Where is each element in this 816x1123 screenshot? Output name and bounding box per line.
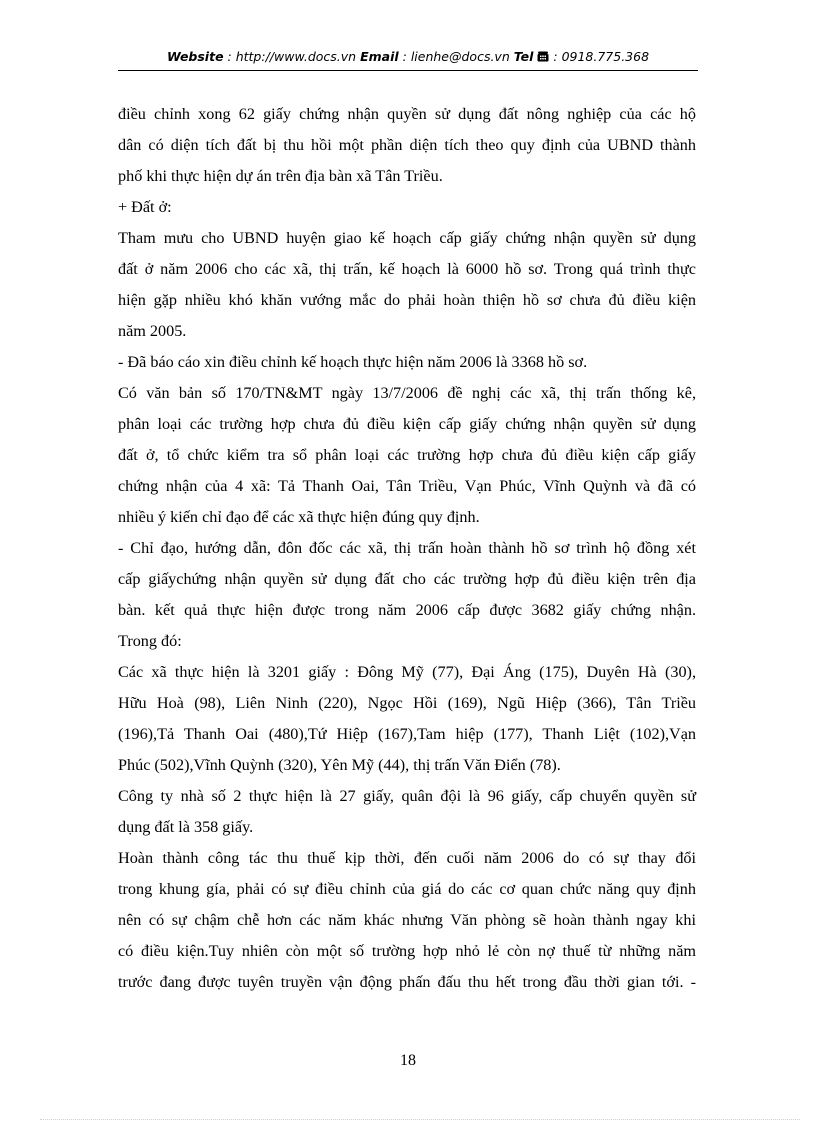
body-line: đất ở, tổ chức kiểm tra sổ phân loại các trường hợp chưa đủ điều kiện cấp giấy (118, 446, 696, 464)
page-number: 18 (400, 1052, 416, 1069)
tel-value: : 0918.775.368 (549, 49, 650, 64)
body-line: Hữu Hoà (98), Liên Ninh (220), Ngọc Hồi (169), Ngũ Hiệp (366), Tân Triều (118, 694, 696, 712)
website-label: Website (166, 49, 224, 64)
body-line: hiện gặp nhiều khó khăn vướng mắc do phải hoàn thiện hồ sơ chưa đủ điều kiện (118, 291, 696, 309)
body-line: phân loại các trường hợp chưa đủ điều kiện cấp giấy chứng nhận quyền sử dụng (118, 415, 696, 433)
body-line: chứng nhận của 4 xã: Tả Thanh Oai, Tân Triều, Vạn Phúc, Vĩnh Quỳnh và đã có (118, 477, 696, 495)
body-line: đất ở năm 2006 cho các xã, thị trấn, kế hoạch là 6000 hồ sơ. Trong quá trình thực (118, 260, 696, 278)
email-label: Email (360, 49, 399, 64)
body-line: Tham mưu cho UBND huyện giao kế hoạch cấp giấy chứng nhận quyền sử dụng (118, 229, 696, 247)
body-line: Phúc (502),Vĩnh Quỳnh (320), Yên Mỹ (44), thị trấn Văn Điển (78). (118, 756, 561, 774)
body-line: dân có diện tích đất bị thu hồi một phần diện tích theo quy định của UBND thành (118, 136, 696, 154)
body-line: có điều kiện.Tuy nhiên còn một số trường hợp nhỏ lẻ còn nợ thuế từ những năm (118, 942, 696, 960)
body-line: phố khi thực hiện dự án trên địa bàn xã Tân Triều. (118, 167, 443, 185)
tel-label: Tel (513, 49, 534, 64)
website-value: : http://www.docs.vn (223, 49, 361, 64)
body-line: cấp giấychứng nhận quyền sử dụng đất cho các trường hợp đủ điều kiện trên địa (118, 570, 696, 588)
email-value: : lienhe@docs.vn (398, 49, 514, 64)
document-body (118, 99, 696, 998)
body-line: Có văn bản số 170/TN&MT ngày 13/7/2006 đề nghị các xã, thị trấn thống kê, (118, 384, 696, 402)
page-header (118, 49, 698, 65)
body-line: - Đã báo cáo xin điều chỉnh kế hoạch thực hiện năm 2006 là 3368 hồ sơ. (118, 353, 588, 371)
body-line: nhiều ý kiến chỉ đạo để các xã thực hiện đúng quy định. (118, 508, 480, 526)
page-bottom-divider (40, 1119, 800, 1120)
body-line: + Đất ở: (118, 198, 172, 216)
header-divider (118, 70, 698, 71)
body-line: nên có sự chậm chễ hơn các năm khác nhưng Văn phòng sẽ hoàn thành ngay khi (118, 911, 696, 929)
body-line: dụng đất là 358 giấy. (118, 818, 254, 836)
body-line: (196),Tả Thanh Oai (480),Tứ Hiệp (167),Tam hiệp (177), Thanh Liệt (102),Vạn (118, 725, 696, 743)
body-line: trong khung gía, phải có sự điều chỉnh của giá do các cơ quan chức năng quy định (118, 880, 696, 898)
body-line: trước đang được tuyên truyền vận động phấn đấu thu hết trong đầu thời gian tới. - (118, 973, 696, 991)
phone-icon (537, 50, 549, 65)
body-line: điều chỉnh xong 62 giấy chứng nhận quyền sử dụng đất nông nghiệp của các hộ (118, 105, 696, 123)
body-line: năm 2005. (118, 322, 187, 340)
body-line: Trong đó: (118, 632, 182, 650)
body-line: Các xã thực hiện là 3201 giấy : Đông Mỹ (77), Đại Áng (175), Duyên Hà (30), (118, 663, 696, 681)
body-line: Công ty nhà số 2 thực hiện là 27 giấy, quân đội là 96 giấy, cấp chuyển quyền sử (118, 787, 696, 805)
body-line: - Chỉ đạo, hướng dẫn, đôn đốc các xã, thị trấn hoàn thành hồ sơ trình hộ đồng xét (118, 539, 696, 557)
body-line: Hoàn thành công tác thu thuế kịp thời, đến cuối năm 2006 do có sự thay đổi (118, 849, 696, 867)
body-line: bàn. kết quả thực hiện được trong năm 2006 cấp được 3682 giấy chứng nhận. (118, 601, 696, 619)
